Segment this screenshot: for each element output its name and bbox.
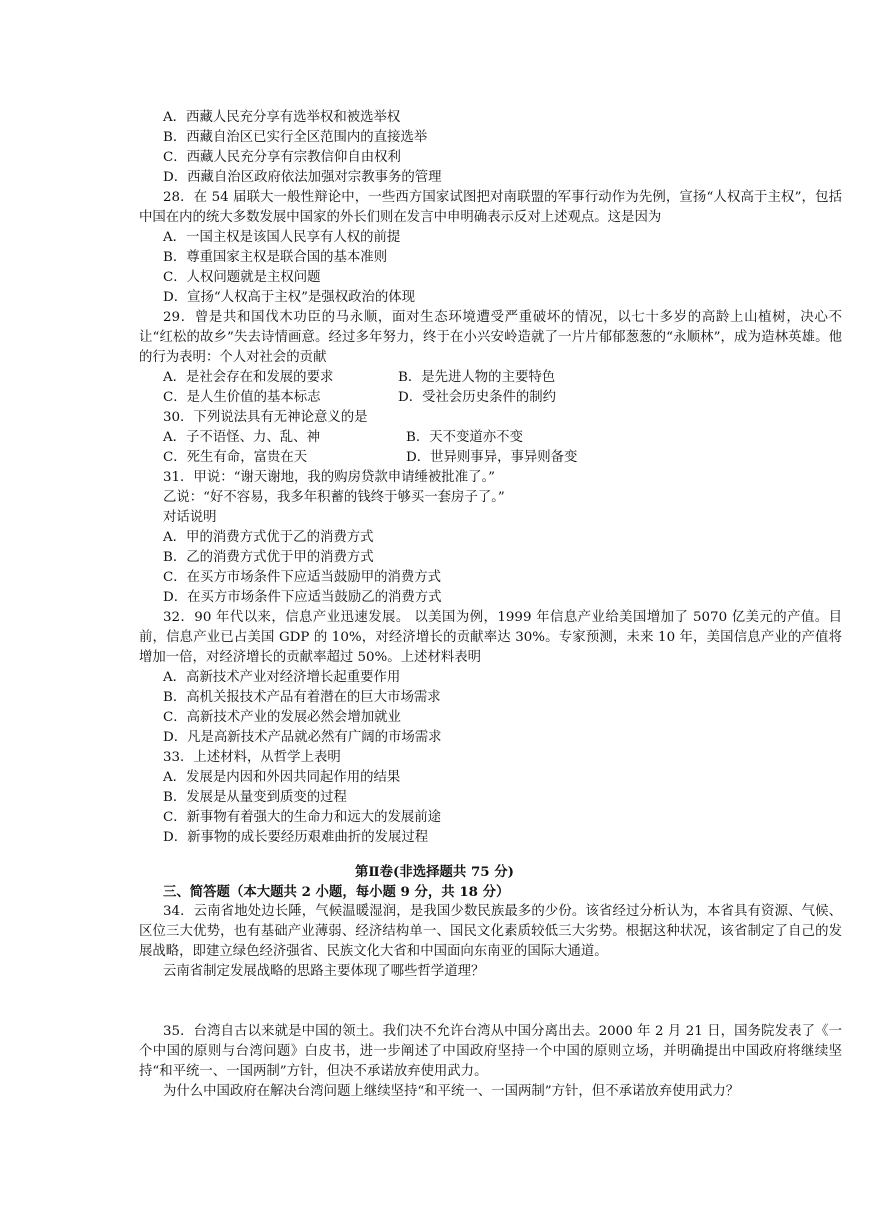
q28-option-c: C．人权问题就是主权问题 [163, 270, 321, 285]
q29-option-b: B．是先进人物的主要特色 [398, 370, 556, 385]
q30-option-b: B．天不变道亦不变 [406, 430, 523, 445]
q35-stem: 35．台湾自古以来就是中国的领土。我们决不允许台湾从中国分离出去。2000 年 2 月 21 日，国务院发表了《一个中国的原则与台湾问题》白皮书，进一步阐述了中国政府坚持一个中国的原则立场，并明确提出中国政府将继续坚持“和平统一、一国两制”方针，但决不承诺放弃使用武力。 [139, 1024, 842, 1079]
q32-stem: 32．90 年代以来，信息产业迅速发展。 以美国为例，1999 年信息产业给美国增加了 5070 亿美元的产值。目前，信息产业已占美国 GDP 的 10%，对经济增长的贡献率达 30%。专家预测，未来 10 年，美国信息产业的产值将增加一倍，对经济增长的贡献率超过 50%。上述材料表明 [139, 610, 842, 665]
q28-option-d: D．宣扬“人权高于主权”是强权政治的体现 [163, 290, 416, 305]
part-2-title: 第Ⅱ卷(非选择题共 75 分) [354, 864, 515, 880]
q31-line-1: 31．甲说：“谢天谢地，我的购房贷款申请缍被批准了。” [163, 470, 496, 485]
q33-option-d: D．新事物的成长要经历艰难曲折的发展过程 [163, 830, 429, 845]
q28-option-b: B．尊重国家主权是联合国的基本准则 [163, 250, 388, 265]
q34-question: 云南省制定发展战略的思路主要体现了哪些哲学道理？ [163, 964, 485, 979]
q32-option-c: C．高新技术产业的发展必然会增加就业 [163, 710, 401, 725]
q29-option-a: A．是社会存在和发展的要求 [163, 370, 334, 385]
q29-option-d: D．受社会历史条件的制约 [398, 390, 557, 405]
q35-question: 为什么中国政府在解决台湾问题上继续坚持“和平统一、一国两制”方针，但不承诺放弃使用武力？ [163, 1084, 740, 1099]
q34-stem: 34．云南省地处边长陲，气候温暖湿润，是我国少数民族最多的少份。该省经过分析认为，本省具有资源、气候、区位三大优势，也有基础产业薄弱、经济结构单一、国民文化素质较低三大劣势。根据这种状况，该省制定了自己的发展战略，即建立绿色经济强省、民族文化大省和中国面向东南亚的国际大通道。 [139, 904, 842, 959]
q31-line-2: 乙说：“好不容易，我多年积蓄的钱终于够买一套房子了。” [163, 490, 505, 505]
q27-option-d: D．西藏自治区政府依法加强对宗教事务的管理 [163, 170, 442, 185]
q33-option-c: C．新事物有着强大的生命力和远大的发展前途 [163, 810, 442, 825]
q32-option-b: B．高机关报技术产品有着潜在的巨大市场需求 [163, 690, 441, 705]
q30-option-c: C．死生有命，富贵在天 [163, 450, 308, 465]
q31-line-3: 对话说明 [163, 510, 217, 525]
q27-option-a: A．西藏人民充分享有选举权和被选举权 [163, 110, 401, 125]
q28-option-a: A．一国主权是该国人民享有人权的前提 [163, 230, 401, 245]
q30-option-a: A．子不语怪、力、乱、神 [163, 430, 320, 445]
q31-option-d: D．在买方市场条件下应适当鼓励乙的消费方式 [163, 590, 442, 605]
q32-option-a: A．高新技术产业对经济增长起重要作用 [163, 670, 401, 685]
section-3-title: 三、简答题（本大题共 2 小题，每小题 9 分，共 18 分） [163, 884, 510, 900]
q31-option-a: A．甲的消费方式优于乙的消费方式 [163, 530, 374, 545]
q33-option-a: A．发展是内因和外因共同起作用的结果 [163, 770, 401, 785]
q30-stem: 30．下列说法具有无神论意义的是 [163, 410, 368, 425]
q33-stem: 33．上述材料，从哲学上表明 [163, 750, 341, 765]
q27-option-b: B．西藏自治区已实行全区范围内的直接选举 [163, 130, 428, 145]
q29-stem: 29．曾是共和国伐木功臣的马永顺，面对生态环境遭受严重破坏的情况，以七十多岁的高龄上山植树，决心不让“红松的故乡”失去诗情画意。经过多年努力，终于在小兴安岭造就了一片片郁郁葱葱的“永顺林”，成为造林英雄。他的行为表明：个人对社会的贡献 [139, 310, 842, 365]
q28-stem: 28．在 54 届联大一般性辩论中，一些西方国家试图把对南联盟的军事行动作为先例，宣扬“人权高于主权”，包括中国在内的统大多数发展中国家的外长们则在发言中申明确表示反对上述观点。这是因为 [139, 190, 842, 225]
q30-option-d: D．世异则事异，事异则备变 [406, 450, 578, 465]
q33-option-b: B．发展是从量变到质变的过程 [163, 790, 347, 805]
q31-option-b: B．乙的消费方式优于甲的消费方式 [163, 550, 374, 565]
q32-option-d: D．凡是高新技术产品就必然有广阔的市场需求 [163, 730, 442, 745]
q31-option-c: C．在买方市场条件下应适当鼓励甲的消费方式 [163, 570, 442, 585]
q27-option-c: C．西藏人民充分享有宗教信仰自由权利 [163, 150, 401, 165]
q29-option-c: C．是人生价值的基本标志 [163, 390, 321, 405]
